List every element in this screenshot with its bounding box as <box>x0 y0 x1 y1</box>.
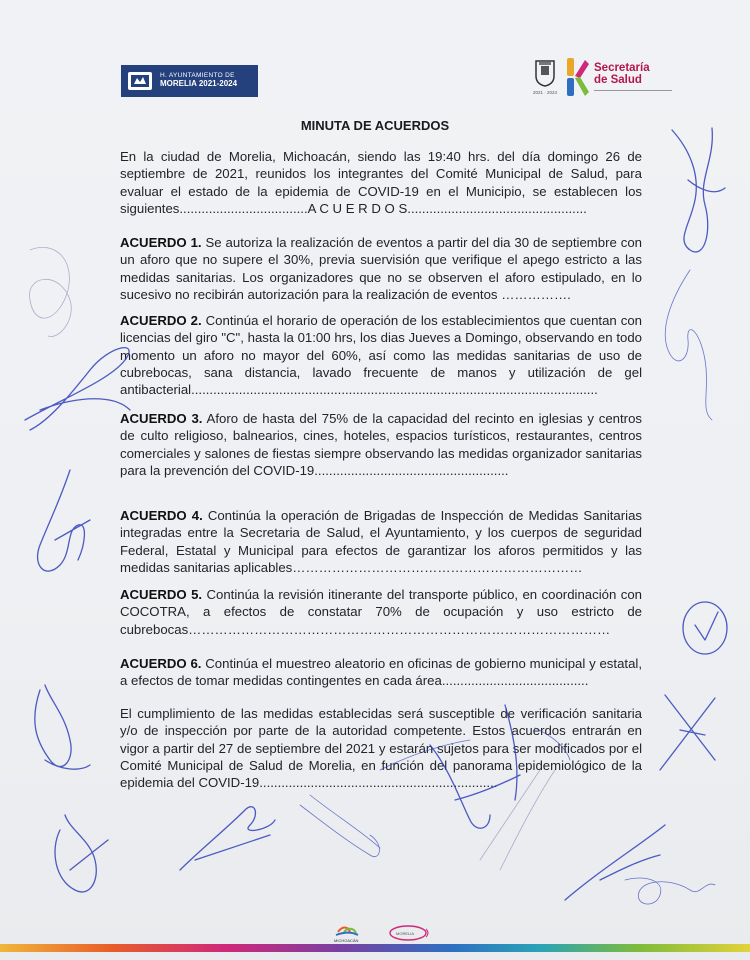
closing-paragraph: El cumplimiento de las medidas establecidas será susceptible de verificación sanitaria y/o de inspección por parte de la autoridad competente. Estos acuerdos entrarán en vigor a partir del 27 de septiembre del 2021 y estarán sujetos para ser modificados por el Comité Municipal de Salud de Morelia, en función del panorama epidemiológico de la epidemia del COVID-19................................................................. <box>120 706 642 791</box>
signature-left-5 <box>55 815 108 892</box>
acuerdo-text: Continúa el horario de operación de los establecimientos que cuentan con licencias del giro "C", hasta la 01:00 hrs, los dias Jueves a Domingo, observando en todo momento un aforo no mayor del 60%, así como las medidas sanitarias de uso de cubrebocas, sana distancia, lavado frecuente de manos y utilización de gel antibacterial............................................................................................................... <box>120 313 642 398</box>
signature-bottom-right-2 <box>625 878 715 904</box>
signature-right-top <box>672 128 725 252</box>
secretaria-line2: de Salud <box>594 74 642 87</box>
acuerdo-text: Se autoriza la realización de eventos a partir del dia 30 de septiembre con un aforo que no supere el 30%, previa suervisión que verifique el apego estricto a las medidas sanitarias. Los organizadores que no se observen el aforo estipulado, en lo sucesivo no recibirán autorización para la realización de eventos ……………. <box>120 235 642 302</box>
seal-caption: 2021 · 2024 <box>533 90 558 95</box>
acuerdo-4 <box>120 507 642 576</box>
acuerdo-label: ACUERDO 4. <box>120 508 203 523</box>
acuerdo-text: Aforo de hasta del 75% de la capacidad del recinto en iglesias y centros de culto religioso, balnearios, cines, hoteles, espacios turísticos, restaurantes, centros comerciales y salones de fiestas siempre observando las medidas organizador sanitarias para la prevención del COVID-19..................................................... <box>120 411 642 478</box>
acuerdo-label: ACUERDO 6. <box>120 656 202 671</box>
signature-left-2 <box>25 348 130 430</box>
acuerdo-6 <box>120 655 642 690</box>
footer-logo-icon <box>330 922 440 944</box>
acuerdo-label: ACUERDO 3. <box>120 411 203 426</box>
ayuntamiento-logo <box>121 65 258 97</box>
state-seal-icon <box>533 58 557 88</box>
secretaria-line1: Secretaría <box>594 62 650 74</box>
acuerdo-label: ACUERDO 2. <box>120 313 202 328</box>
footer-logo-left-caption: MICHOACÁN <box>334 938 359 943</box>
signature-right-mid <box>665 270 712 420</box>
acuerdo-5 <box>120 586 642 638</box>
signature-left-1 <box>30 247 72 336</box>
signature-right-x <box>660 695 715 770</box>
acuerdo-label: ACUERDO 5. <box>120 587 203 602</box>
footer-logos <box>330 922 440 944</box>
logo-divider <box>594 90 672 91</box>
acuerdo-1 <box>120 234 642 303</box>
signature-circle <box>683 602 727 654</box>
document-title: MINUTA DE ACUERDOS <box>300 118 450 133</box>
signature-bottom-right-1 <box>565 825 665 900</box>
acuerdo-text: Continúa la revisión itinerante del transporte público, en coordinación con COCOTRA, a efectos de constatar 70% de ocupación y uso estricto de cubrebocas…………………………………………………………………………………… <box>120 587 642 637</box>
signature-left-4 <box>35 685 90 769</box>
acuerdo-2 <box>120 312 642 398</box>
secretaria-salud-logo <box>533 56 678 102</box>
signature-bottom-1 <box>180 807 275 870</box>
footer-color-strip <box>0 944 750 952</box>
ayuntamiento-line1: H. AYUNTAMIENTO DE <box>160 72 235 80</box>
acuerdo-text: Continúa la operación de Brigadas de Inspección de Medidas Sanitarias integradas entre la Secretaria de Salud, el Ayuntamiento, y los cuerpos de seguridad Federal, Estatal y Municipal para efectos de garantizar los aforos permitidos y las medidas sanitarias aplicables………………………………………………………… <box>120 508 642 575</box>
morelia-emblem-icon <box>126 69 154 93</box>
acuerdo-label: ACUERDO 1. <box>120 235 202 250</box>
ayuntamiento-line2: MORELIA 2021-2024 <box>160 79 238 89</box>
signature-left-3 <box>38 470 90 571</box>
k-logo-icon <box>565 56 589 100</box>
footer-logo-right-caption: MORELIA <box>396 931 415 936</box>
signature-bottom-2 <box>300 795 380 857</box>
acuerdo-text: Continúa el muestreo aleatorio en oficinas de gobierno municipal y estatal, a efectos de tomar medidas contingentes en cada área........................................ <box>120 656 642 689</box>
signature-circle-mark <box>695 612 718 640</box>
intro-paragraph: En la ciudad de Morelia, Michoacán, siendo las 19:40 hrs. del día domingo 26 de septiembre de 2021, reunidos los integrantes del Comité Municipal de Salud, para evaluar el estado de la epidemia de COVID-19 en el Municipio, se establecen los siguientes...................................A C U E R D O S................................................. <box>120 149 642 216</box>
acuerdo-3 <box>120 410 642 479</box>
